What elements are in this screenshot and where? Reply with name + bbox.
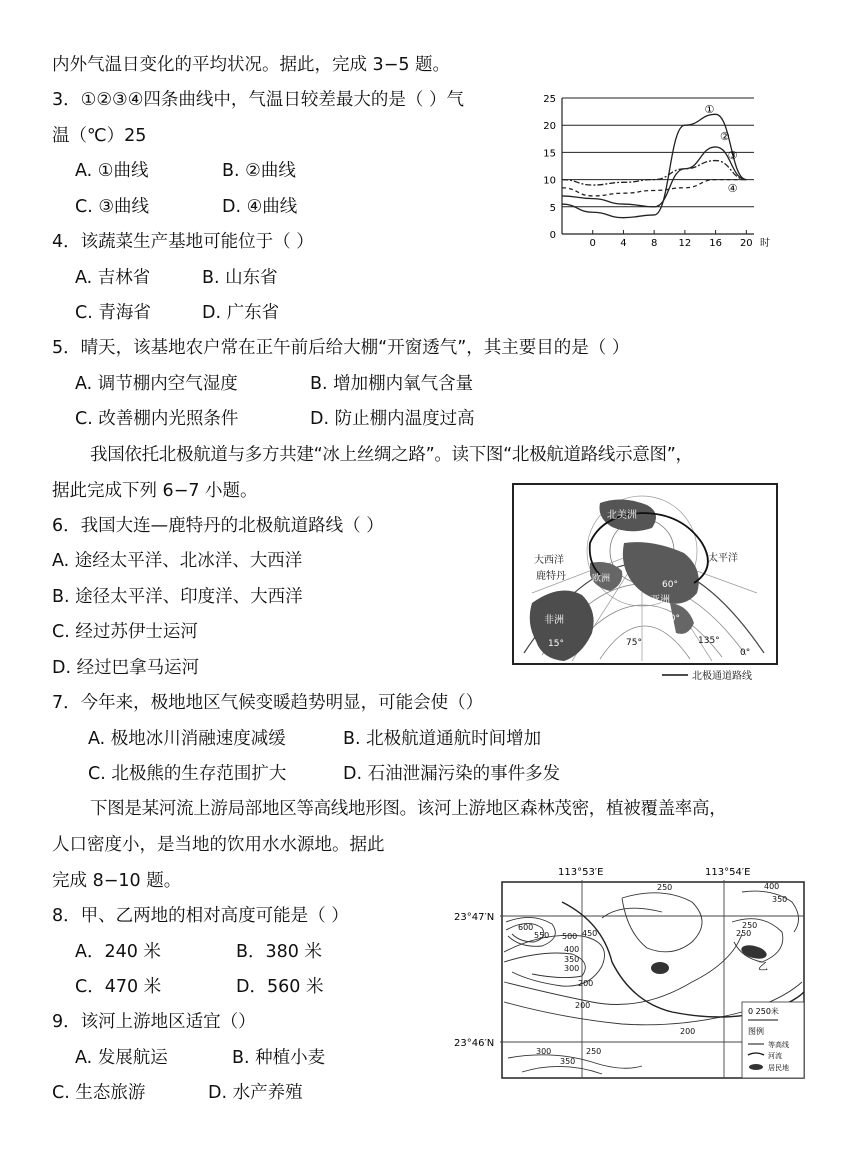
elev-450: 450 bbox=[582, 929, 598, 938]
series-line bbox=[562, 161, 746, 185]
series-line bbox=[562, 114, 746, 217]
q3-option-c[interactable]: C. ③曲线 bbox=[75, 197, 150, 217]
q4-option-c[interactable]: C. 青海省 bbox=[75, 303, 151, 323]
label-europe: 欧洲 bbox=[592, 574, 611, 584]
temperature-chart bbox=[536, 88, 780, 248]
q5-stem: 5．晴天，该基地农户常在正午前后给大棚“开窗透气”，其主要目的是（ ） bbox=[52, 338, 630, 358]
q9-option-d[interactable]: D. 水产养殖 bbox=[208, 1083, 303, 1103]
series-label: ④ bbox=[727, 181, 738, 195]
label-30: 30° bbox=[664, 614, 680, 624]
place-yi: 乙 bbox=[758, 962, 768, 973]
lat-label-1: 23°47′N bbox=[454, 912, 495, 923]
label-atlantic: 大西洋 bbox=[534, 555, 564, 566]
q3-stem: 3．①②③④四条曲线中，气温日较差最大的是（ ）气 bbox=[52, 90, 464, 110]
series-label: ② bbox=[719, 130, 730, 144]
q4-option-a[interactable]: A. 吉林省 bbox=[75, 268, 151, 288]
q9-stem: 9．该河上游地区适宜（） bbox=[52, 1012, 256, 1032]
y-tick-label: 20 bbox=[543, 121, 556, 133]
q6-option-c[interactable]: C. 经过苏伊士运河 bbox=[52, 622, 198, 642]
passage3-line2: 人口密度小，是当地的饮用水水源地。据此 bbox=[52, 835, 385, 855]
y-tick-label: 25 bbox=[543, 94, 556, 105]
label-north-america: 北美洲 bbox=[607, 510, 637, 521]
q9-option-c[interactable]: C. 生态旅游 bbox=[52, 1083, 146, 1103]
label-africa: 非洲 bbox=[544, 615, 564, 626]
label-135: 135° bbox=[698, 636, 720, 646]
chart-series bbox=[562, 103, 746, 218]
x-tick-label: 20 bbox=[739, 238, 753, 248]
legend-settlement: 居民地 bbox=[768, 1064, 789, 1072]
q7-stem: 7．今年来，极地地区气候变暖趋势明显，可能会使（） bbox=[52, 693, 484, 713]
legend-river: 河流 bbox=[768, 1052, 782, 1060]
elev-550: 550 bbox=[534, 931, 550, 940]
q5-option-d[interactable]: D. 防止棚内温度过高 bbox=[310, 409, 475, 429]
elev-350-right: 350 bbox=[772, 895, 788, 904]
label-asia: 亚洲 bbox=[650, 595, 670, 606]
elev-600: 600 bbox=[518, 923, 534, 932]
q3-option-d[interactable]: D. ④曲线 bbox=[222, 197, 298, 217]
contour-map bbox=[442, 862, 816, 1084]
passage2-line1: 我国依托北极航道与多方共建“冰上丝绸之路”。读下图“北极航道路线示意图”， bbox=[90, 445, 693, 465]
x-tick-label: 8 bbox=[650, 238, 658, 248]
route-legend: 北极通道路线 bbox=[692, 671, 752, 682]
x-tick-label: 12 bbox=[678, 238, 692, 248]
label-pacific: 太平洋 bbox=[708, 553, 738, 564]
legend-title: 图例 bbox=[748, 1027, 764, 1036]
elev-400: 400 bbox=[564, 945, 580, 954]
x-unit-label: 时 bbox=[760, 238, 770, 248]
series-line bbox=[562, 180, 746, 196]
x-tick-labels bbox=[590, 236, 770, 248]
passage3-line1: 下图是某河流上游局部地区等高线地形图。该河上游地区森林茂密，植被覆盖率高， bbox=[90, 799, 727, 819]
elev-300-bottom: 300 bbox=[536, 1047, 552, 1056]
elev-200-mid: 200 bbox=[578, 979, 594, 988]
y-tick-label: 15 bbox=[543, 148, 556, 160]
label-0: 0° bbox=[740, 648, 751, 658]
elev-250-top: 250 bbox=[657, 883, 673, 892]
lon-label-2: 113°54′E bbox=[705, 867, 751, 878]
series-label: ① bbox=[704, 102, 715, 116]
lat-label-2: 23°46′N bbox=[454, 1038, 495, 1049]
scale-label: 0 250米 bbox=[748, 1007, 779, 1016]
q9-option-b[interactable]: B. 种植小麦 bbox=[232, 1048, 326, 1068]
x-tick-label: 0 bbox=[589, 238, 596, 248]
elev-250-small: 250 bbox=[742, 921, 758, 930]
y-tick-label: 0 bbox=[549, 230, 556, 241]
q8-option-c[interactable]: C．470 米 bbox=[75, 977, 162, 997]
q5-option-b[interactable]: B. 增加棚内氧气含量 bbox=[310, 374, 474, 394]
passage2-line2: 据此完成下列 6−7 小题。 bbox=[52, 481, 258, 501]
series-line bbox=[562, 147, 746, 207]
elev-350-bottom: 350 bbox=[560, 1057, 576, 1066]
q3-option-a[interactable]: A. ①曲线 bbox=[75, 161, 149, 181]
q6-option-a[interactable]: A. 途经太平洋、北冰洋、大西洋 bbox=[52, 551, 303, 571]
label-60: 60° bbox=[662, 580, 678, 590]
q7-option-c[interactable]: C. 北极熊的生存范围扩大 bbox=[88, 764, 287, 784]
y-tick-labels bbox=[543, 94, 556, 241]
elev-250-bottom: 250 bbox=[586, 1047, 602, 1056]
q5-option-c[interactable]: C. 改善棚内光照条件 bbox=[75, 409, 239, 429]
elev-400-right: 400 bbox=[764, 882, 780, 891]
series-label: ③ bbox=[727, 149, 738, 163]
passage3-line3: 完成 8−10 题。 bbox=[52, 871, 182, 891]
q9-option-a[interactable]: A. 发展航运 bbox=[75, 1048, 168, 1068]
q8-option-d[interactable]: D．560 米 bbox=[236, 977, 324, 997]
q4-option-d[interactable]: D. 广东省 bbox=[202, 303, 280, 323]
legend-contour: 等高线 bbox=[768, 1041, 789, 1049]
elev-200-right: 200 bbox=[680, 1027, 696, 1036]
q6-option-d[interactable]: D. 经过巴拿马运河 bbox=[52, 658, 200, 678]
q3-stem-cont: 温（℃）25 bbox=[52, 126, 147, 146]
q4-option-b[interactable]: B. 山东省 bbox=[202, 268, 278, 288]
q4-stem: 4．该蔬菜生产基地可能位于（ ） bbox=[52, 232, 314, 252]
elev-200-lower: 200 bbox=[575, 1001, 591, 1010]
q3-option-b[interactable]: B. ②曲线 bbox=[222, 161, 296, 181]
x-tick-label: 16 bbox=[709, 238, 722, 248]
label-75: 75° bbox=[626, 638, 642, 648]
lon-label-1: 113°53′E bbox=[558, 867, 604, 878]
label-rotterdam: 鹿特丹 bbox=[536, 571, 566, 582]
y-tick-label: 5 bbox=[549, 202, 556, 214]
elev-300: 300 bbox=[564, 964, 580, 973]
intro-line: 内外气温日变化的平均状况。据此，完成 3−5 题。 bbox=[52, 55, 451, 75]
q6-option-b[interactable]: B. 途径太平洋、印度洋、大西洋 bbox=[52, 587, 303, 607]
q6-stem: 6．我国大连—鹿特丹的北极航道路线（ ） bbox=[52, 516, 384, 536]
q8-stem: 8．甲、乙两地的相对高度可能是（ ） bbox=[52, 906, 349, 926]
q5-option-a[interactable]: A. 调节棚内空气湿度 bbox=[75, 374, 238, 394]
q7-option-d[interactable]: D. 石油泄漏污染的事件多发 bbox=[343, 764, 561, 784]
elev-250-right: 250 bbox=[736, 929, 752, 938]
q8-option-a[interactable]: A．240 米 bbox=[75, 942, 161, 962]
y-tick-label: 10 bbox=[543, 175, 556, 187]
q7-option-b[interactable]: B. 北极航道通航时间增加 bbox=[343, 729, 542, 749]
arctic-route-map bbox=[512, 483, 780, 683]
elev-350: 350 bbox=[564, 955, 580, 964]
q8-option-b[interactable]: B．380 米 bbox=[236, 942, 322, 962]
x-tick-label: 4 bbox=[620, 238, 627, 248]
label-15: 15° bbox=[548, 639, 564, 649]
elev-500: 500 bbox=[562, 932, 578, 941]
q7-option-a[interactable]: A. 极地冰川消融速度减缓 bbox=[88, 729, 286, 749]
